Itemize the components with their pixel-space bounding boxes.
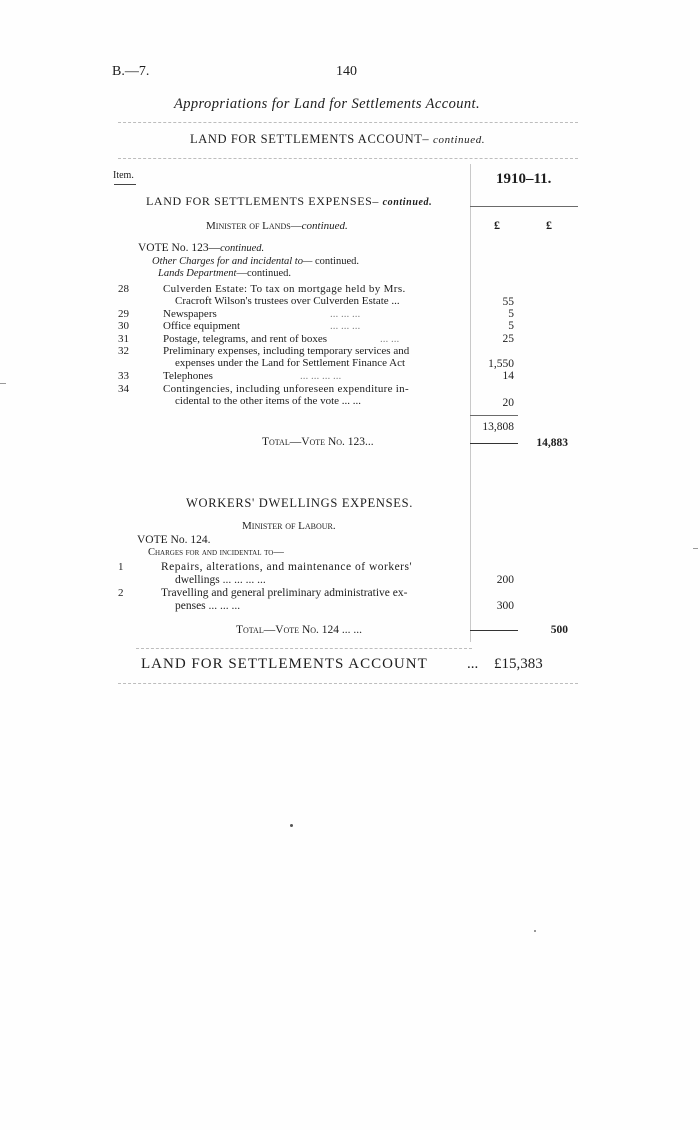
- scan-speck: [0, 383, 6, 384]
- lands-dept-cont: —continued.: [236, 268, 291, 279]
- item-28-desc-2: Cracroft Wilson's trustees over Culverden Estate ...: [175, 295, 400, 307]
- other-charges-cont: continued.: [314, 256, 359, 267]
- workers-item-2-desc-1: Travelling and general preliminary administrative ex-: [161, 587, 408, 599]
- running-title: Appropriations for Land for Settlements Account.: [174, 96, 480, 112]
- workers-item-2-number: 2: [118, 587, 124, 599]
- total-123-rule: [470, 443, 518, 444]
- other-charges-line: [152, 256, 359, 267]
- lands-dept-line: [158, 268, 291, 279]
- vote-123-subtotal: 13,808: [482, 421, 514, 433]
- section-title-main: LAND FOR SETTLEMENTS ACCOUNT–: [190, 132, 430, 146]
- vote-124-total: 500: [550, 624, 568, 636]
- section-rule: [118, 158, 578, 159]
- page-number: 140: [336, 64, 357, 79]
- item-34-desc-1: Contingencies, including unforeseen expenditure in-: [163, 383, 409, 395]
- workers-item-1-amount: 200: [496, 574, 514, 586]
- workers-heading: WORKERS' DWELLINGS EXPENSES.: [186, 496, 414, 510]
- item-32-number: 32: [118, 345, 129, 357]
- workers-item-2-amount: 300: [496, 600, 514, 612]
- workers-item-2-desc-2: penses ... ... ...: [175, 600, 241, 612]
- workers-item-1-desc-2: dwellings ... ... ... ...: [175, 574, 266, 586]
- item-30-amount: 5: [508, 320, 514, 332]
- grand-total-rule-top: [136, 648, 472, 649]
- item-28-number: 28: [118, 283, 129, 295]
- workers-item-1-desc-1: Repairs, alterations, and maintenance of workers': [161, 561, 413, 573]
- vote-123-total-label: [262, 436, 374, 448]
- year-column-header: 1910–11.: [496, 171, 552, 187]
- item-34-desc-2: cidental to the other items of the vote ... ...: [175, 395, 362, 407]
- item-31-dots: ... ...: [380, 333, 400, 345]
- item-33-number: 33: [118, 370, 129, 382]
- scan-speck: [290, 824, 293, 827]
- item-33-desc: Telephones: [163, 370, 213, 382]
- scan-speck: [693, 548, 698, 549]
- expenses-heading-cont: continued.: [382, 197, 433, 208]
- item-32-desc-2: expenses under the Land for Settlement Finance Act: [175, 357, 406, 369]
- vote-123: VOTE No. 123—: [138, 242, 221, 254]
- title-rule: [118, 122, 578, 123]
- item-29-dots: ... ... ...: [330, 308, 361, 320]
- total-124-rule: [470, 630, 518, 631]
- minister-labour: Minister of Labour.: [242, 520, 336, 532]
- item-28-amount: 55: [502, 296, 514, 308]
- item-header-rule: [114, 184, 136, 185]
- other-charges: Other Charges for and incidental to—: [152, 256, 313, 267]
- item-32-amount: 1,550: [488, 358, 514, 370]
- item-29-number: 29: [118, 308, 129, 320]
- item-34-number: 34: [118, 383, 129, 395]
- year-header-rule: [470, 206, 578, 207]
- item-34-amount: 20: [502, 397, 514, 409]
- scan-speck: [534, 930, 536, 932]
- minister-lands: Minister of Lands—: [206, 220, 302, 232]
- section-title-cont: continued.: [433, 134, 486, 146]
- workers-item-1-number: 1: [118, 561, 124, 573]
- expenses-heading-main: LAND FOR SETTLEMENTS EXPENSES–: [146, 194, 380, 208]
- vote-123-total-text: Total—Vote No. 123...: [262, 436, 374, 448]
- item-31-desc: Postage, telegrams, and rent of boxes: [163, 333, 328, 345]
- minister-lands-cont: continued.: [301, 220, 348, 232]
- item-32-desc-1: Preliminary expenses, including temporary services and: [163, 345, 410, 357]
- vote-124-total-text: Total—Vote No. 124 ... ...: [236, 624, 363, 636]
- subtotal-rule: [470, 415, 518, 416]
- currency-col-2: £: [546, 218, 552, 232]
- vote-123-line: [138, 242, 264, 254]
- item-33-dots: ... ... ... ...: [300, 370, 342, 382]
- item-30-dots: ... ... ...: [330, 320, 361, 332]
- vote-123-cont: continued.: [220, 243, 265, 254]
- page-code: B.—7.: [112, 64, 150, 79]
- workers-charges: Charges for and incidental to—: [148, 547, 284, 558]
- item-29-amount: 5: [508, 308, 514, 320]
- lands-dept: Lands Department: [158, 268, 237, 279]
- item-28-desc-1: Culverden Estate: To tax on mortgage held by Mrs.: [163, 283, 406, 295]
- grand-total-amount: £15,383: [494, 656, 543, 672]
- item-33-amount: 14: [502, 370, 514, 382]
- item-31-amount: 25: [502, 333, 514, 345]
- vote-124: VOTE No. 124.: [137, 534, 211, 546]
- section-title: [190, 132, 485, 147]
- item-30-desc: Office equipment: [163, 320, 241, 332]
- minister-lands-line: [206, 220, 348, 232]
- vote-123-total: 14,883: [536, 437, 568, 449]
- grand-total-dots: ...: [467, 656, 479, 672]
- item-31-number: 31: [118, 333, 129, 345]
- currency-col-1: £: [494, 218, 500, 232]
- item-29-desc: Newspapers: [163, 308, 217, 320]
- item-30-number: 30: [118, 320, 129, 332]
- grand-total-rule-bottom: [118, 683, 578, 684]
- vote-124-total-label: [236, 624, 362, 636]
- grand-total-label: LAND FOR SETTLEMENTS ACCOUNT: [141, 656, 428, 672]
- item-column-header: Item.: [113, 170, 134, 181]
- expenses-heading: [146, 194, 432, 209]
